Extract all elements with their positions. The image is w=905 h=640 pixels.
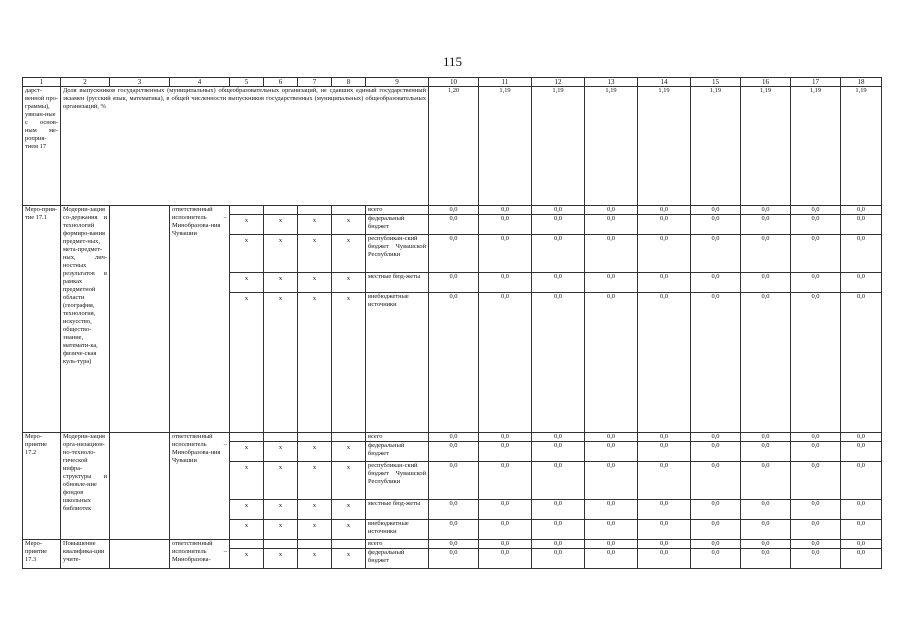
col-number: 7 <box>298 78 332 87</box>
amount-value: 0,0 <box>741 442 791 462</box>
col-number: 9 <box>366 78 429 87</box>
activity-code: Меро-приятие 17.2 <box>23 433 61 540</box>
x-mark <box>298 540 332 549</box>
x-mark: x <box>264 215 298 235</box>
x-mark: x <box>332 273 366 293</box>
amount-value: 0,0 <box>691 442 741 462</box>
amount-value: 0,0 <box>841 520 882 540</box>
col-number: 15 <box>691 78 741 87</box>
source-total: всего <box>366 206 429 215</box>
x-mark: x <box>298 215 332 235</box>
x-mark <box>332 433 366 442</box>
amount-value: 0,0 <box>791 273 841 293</box>
indicator-value: 1,19 <box>585 87 638 206</box>
x-mark <box>298 433 332 442</box>
x-mark: x <box>264 462 298 500</box>
x-mark: x <box>298 293 332 433</box>
amount-value: 0,0 <box>479 520 532 540</box>
amount-value: 0,0 <box>638 215 691 235</box>
amount-value: 0,0 <box>638 273 691 293</box>
x-mark: x <box>332 500 366 520</box>
x-mark: x <box>332 215 366 235</box>
activity-name: Модерни-зация орга-низацион-но-техноло-гической инфра-структуры и обновле-ние фондов школьных библиотек <box>61 433 110 540</box>
x-mark <box>264 433 298 442</box>
amount-value: 0,0 <box>532 549 585 569</box>
amount-value: 0,0 <box>841 293 882 433</box>
indicator-program-cell: дарст-венной про-граммы), увязан-ные с основ-ным ме-роприя-тием 17 <box>23 87 61 206</box>
amount-value: 0,0 <box>691 500 741 520</box>
amount-value: 0,0 <box>532 442 585 462</box>
x-mark <box>230 433 264 442</box>
source-local: местные бюд-жеты <box>366 500 429 520</box>
x-mark: x <box>298 273 332 293</box>
amount-value: 0,0 <box>841 462 882 500</box>
source-extra: внебюджетные источники <box>366 520 429 540</box>
x-mark <box>332 540 366 549</box>
amount-value: 0,0 <box>791 549 841 569</box>
activity-col3 <box>110 433 170 540</box>
amount-value: 0,0 <box>532 273 585 293</box>
indicator-value: 1,19 <box>691 87 741 206</box>
col-number: 13 <box>585 78 638 87</box>
amount-value: 0,0 <box>532 215 585 235</box>
amount-value: 0,0 <box>479 442 532 462</box>
column-number-row <box>23 78 882 87</box>
activity-executor: ответственный исполнитель – Минобразова-ния Чувашии <box>170 206 230 433</box>
x-mark: x <box>230 442 264 462</box>
x-mark: x <box>230 293 264 433</box>
x-mark: x <box>298 500 332 520</box>
amount-value: 0,0 <box>741 215 791 235</box>
amount-value: 0,0 <box>841 215 882 235</box>
amount-value: 0,0 <box>841 549 882 569</box>
x-mark: x <box>298 235 332 273</box>
col-number: 16 <box>741 78 791 87</box>
amount-value: 0,0 <box>691 206 741 215</box>
amount-value: 0,0 <box>841 500 882 520</box>
amount-value: 0,0 <box>638 442 691 462</box>
x-mark: x <box>264 520 298 540</box>
indicator-row <box>23 87 882 206</box>
amount-value: 0,0 <box>479 206 532 215</box>
amount-value: 0,0 <box>691 549 741 569</box>
amount-value: 0,0 <box>638 462 691 500</box>
source-total: всего <box>366 540 429 549</box>
source-republic: республикан-ский бюджет Чувашской Республики <box>366 235 429 273</box>
col-number: 18 <box>841 78 882 87</box>
indicator-value: 1,20 <box>429 87 479 206</box>
source-extra: внебюджетные источники <box>366 293 429 433</box>
amount-value: 0,0 <box>791 215 841 235</box>
budget-table <box>22 77 882 569</box>
amount-value: 0,0 <box>585 293 638 433</box>
activity-row <box>23 206 882 215</box>
col-number: 14 <box>638 78 691 87</box>
amount-value: 0,0 <box>638 520 691 540</box>
col-number: 10 <box>429 78 479 87</box>
col-number: 2 <box>61 78 110 87</box>
x-mark: x <box>264 293 298 433</box>
activity-code: Меро-прия-тие 17.1 <box>23 206 61 433</box>
x-mark: x <box>230 549 264 569</box>
amount-value: 0,0 <box>691 540 741 549</box>
amount-value: 0,0 <box>791 540 841 549</box>
indicator-text: Доля выпускников государственных (муниципальных) общеобразовательных организаций, не сдавших единый государственный экзамен (русский язык, математика), в общей численности выпускников государственных (муниципальных) общеобразовательных организаций, % <box>61 87 429 206</box>
amount-value: 0,0 <box>429 215 479 235</box>
amount-value: 0,0 <box>791 462 841 500</box>
x-mark <box>298 206 332 215</box>
amount-value: 0,0 <box>429 549 479 569</box>
amount-value: 0,0 <box>741 293 791 433</box>
amount-value: 0,0 <box>532 540 585 549</box>
amount-value: 0,0 <box>741 273 791 293</box>
amount-value: 0,0 <box>429 520 479 540</box>
amount-value: 0,0 <box>479 215 532 235</box>
amount-value: 0,0 <box>791 442 841 462</box>
col-number: 4 <box>170 78 230 87</box>
amount-value: 0,0 <box>691 462 741 500</box>
amount-value: 0,0 <box>585 500 638 520</box>
amount-value: 0,0 <box>479 433 532 442</box>
indicator-value: 1,19 <box>741 87 791 206</box>
amount-value: 0,0 <box>741 520 791 540</box>
activity-executor: ответственный исполнитель – Минобразова- <box>170 540 230 569</box>
indicator-value: 1,19 <box>791 87 841 206</box>
activity-col3 <box>110 540 170 569</box>
x-mark: x <box>230 462 264 500</box>
x-mark: x <box>298 442 332 462</box>
x-mark: x <box>230 215 264 235</box>
amount-value: 0,0 <box>429 540 479 549</box>
amount-value: 0,0 <box>638 540 691 549</box>
x-mark: x <box>332 442 366 462</box>
amount-value: 0,0 <box>532 433 585 442</box>
activity-col3 <box>110 206 170 433</box>
amount-value: 0,0 <box>791 520 841 540</box>
x-mark: x <box>332 293 366 433</box>
amount-value: 0,0 <box>638 235 691 273</box>
amount-value: 0,0 <box>532 293 585 433</box>
source-local: местные бюд-жеты <box>366 273 429 293</box>
amount-value: 0,0 <box>429 293 479 433</box>
activity-name: Модерни-зация со-держания и технологий формиро-вания предмет-ных, мета-предмет-ных, лич-ностных результатов в рамках предметной области (география, технология, искусство, общество-знание, математи-ка, физиче-ская куль-тура) <box>61 206 110 433</box>
col-number: 3 <box>110 78 170 87</box>
amount-value: 0,0 <box>429 273 479 293</box>
col-number: 17 <box>791 78 841 87</box>
col-number: 11 <box>479 78 532 87</box>
source-republic: республикан-ский бюджет Чувашской Республики <box>366 462 429 500</box>
activity-executor: ответственный исполнитель – Минобразова-ния Чувашии <box>170 433 230 540</box>
x-mark: x <box>332 235 366 273</box>
amount-value: 0,0 <box>479 273 532 293</box>
amount-value: 0,0 <box>429 500 479 520</box>
col-number: 5 <box>230 78 264 87</box>
source-federal: федеральный бюджет <box>366 215 429 235</box>
x-mark: x <box>298 520 332 540</box>
x-mark <box>264 206 298 215</box>
amount-value: 0,0 <box>638 500 691 520</box>
amount-value: 0,0 <box>585 433 638 442</box>
amount-value: 0,0 <box>532 206 585 215</box>
source-federal: федеральный бюджет <box>366 549 429 569</box>
x-mark: x <box>230 500 264 520</box>
amount-value: 0,0 <box>479 235 532 273</box>
amount-value: 0,0 <box>532 462 585 500</box>
x-mark: x <box>264 442 298 462</box>
x-mark: x <box>298 549 332 569</box>
indicator-value: 1,19 <box>532 87 585 206</box>
x-mark: x <box>332 520 366 540</box>
amount-value: 0,0 <box>585 462 638 500</box>
amount-value: 0,0 <box>585 206 638 215</box>
amount-value: 0,0 <box>585 273 638 293</box>
amount-value: 0,0 <box>741 462 791 500</box>
activity-row <box>23 540 882 549</box>
x-mark: x <box>230 520 264 540</box>
amount-value: 0,0 <box>691 273 741 293</box>
amount-value: 0,0 <box>741 206 791 215</box>
amount-value: 0,0 <box>691 520 741 540</box>
amount-value: 0,0 <box>741 549 791 569</box>
indicator-value: 1,19 <box>479 87 532 206</box>
amount-value: 0,0 <box>585 520 638 540</box>
x-mark: x <box>264 235 298 273</box>
amount-value: 0,0 <box>479 462 532 500</box>
amount-value: 0,0 <box>638 293 691 433</box>
activity-row <box>23 433 882 442</box>
amount-value: 0,0 <box>691 433 741 442</box>
amount-value: 0,0 <box>691 235 741 273</box>
amount-value: 0,0 <box>841 433 882 442</box>
x-mark <box>230 540 264 549</box>
amount-value: 0,0 <box>585 235 638 273</box>
activity-name: Повышение квалифика-ции учите- <box>61 540 110 569</box>
amount-value: 0,0 <box>791 206 841 215</box>
amount-value: 0,0 <box>638 206 691 215</box>
x-mark <box>332 206 366 215</box>
x-mark: x <box>264 549 298 569</box>
amount-value: 0,0 <box>585 540 638 549</box>
amount-value: 0,0 <box>532 520 585 540</box>
amount-value: 0,0 <box>638 549 691 569</box>
amount-value: 0,0 <box>741 540 791 549</box>
amount-value: 0,0 <box>479 293 532 433</box>
activity-code: Меро-приятие 17.3 <box>23 540 61 569</box>
col-number: 8 <box>332 78 366 87</box>
amount-value: 0,0 <box>479 549 532 569</box>
x-mark: x <box>264 273 298 293</box>
amount-value: 0,0 <box>585 442 638 462</box>
x-mark: x <box>332 462 366 500</box>
amount-value: 0,0 <box>691 215 741 235</box>
amount-value: 0,0 <box>791 500 841 520</box>
amount-value: 0,0 <box>741 500 791 520</box>
col-number: 6 <box>264 78 298 87</box>
amount-value: 0,0 <box>585 215 638 235</box>
amount-value: 0,0 <box>791 293 841 433</box>
amount-value: 0,0 <box>841 235 882 273</box>
x-mark: x <box>298 462 332 500</box>
x-mark <box>264 540 298 549</box>
amount-value: 0,0 <box>479 500 532 520</box>
amount-value: 0,0 <box>429 206 479 215</box>
amount-value: 0,0 <box>841 540 882 549</box>
x-mark: x <box>264 500 298 520</box>
amount-value: 0,0 <box>429 442 479 462</box>
amount-value: 0,0 <box>638 433 691 442</box>
col-number: 1 <box>23 78 61 87</box>
x-mark: x <box>230 235 264 273</box>
amount-value: 0,0 <box>741 235 791 273</box>
amount-value: 0,0 <box>429 235 479 273</box>
x-mark: x <box>230 273 264 293</box>
amount-value: 0,0 <box>791 235 841 273</box>
amount-value: 0,0 <box>841 442 882 462</box>
amount-value: 0,0 <box>429 462 479 500</box>
x-mark: x <box>332 549 366 569</box>
x-mark <box>230 206 264 215</box>
amount-value: 0,0 <box>429 433 479 442</box>
source-total: всего <box>366 433 429 442</box>
amount-value: 0,0 <box>841 273 882 293</box>
amount-value: 0,0 <box>585 549 638 569</box>
amount-value: 0,0 <box>532 235 585 273</box>
amount-value: 0,0 <box>479 540 532 549</box>
indicator-value: 1,19 <box>638 87 691 206</box>
amount-value: 0,0 <box>532 500 585 520</box>
source-federal: федеральный бюджет <box>366 442 429 462</box>
col-number: 12 <box>532 78 585 87</box>
page-number: 115 <box>442 54 463 69</box>
amount-value: 0,0 <box>741 433 791 442</box>
indicator-value: 1,19 <box>841 87 882 206</box>
amount-value: 0,0 <box>691 293 741 433</box>
amount-value: 0,0 <box>791 433 841 442</box>
amount-value: 0,0 <box>841 206 882 215</box>
